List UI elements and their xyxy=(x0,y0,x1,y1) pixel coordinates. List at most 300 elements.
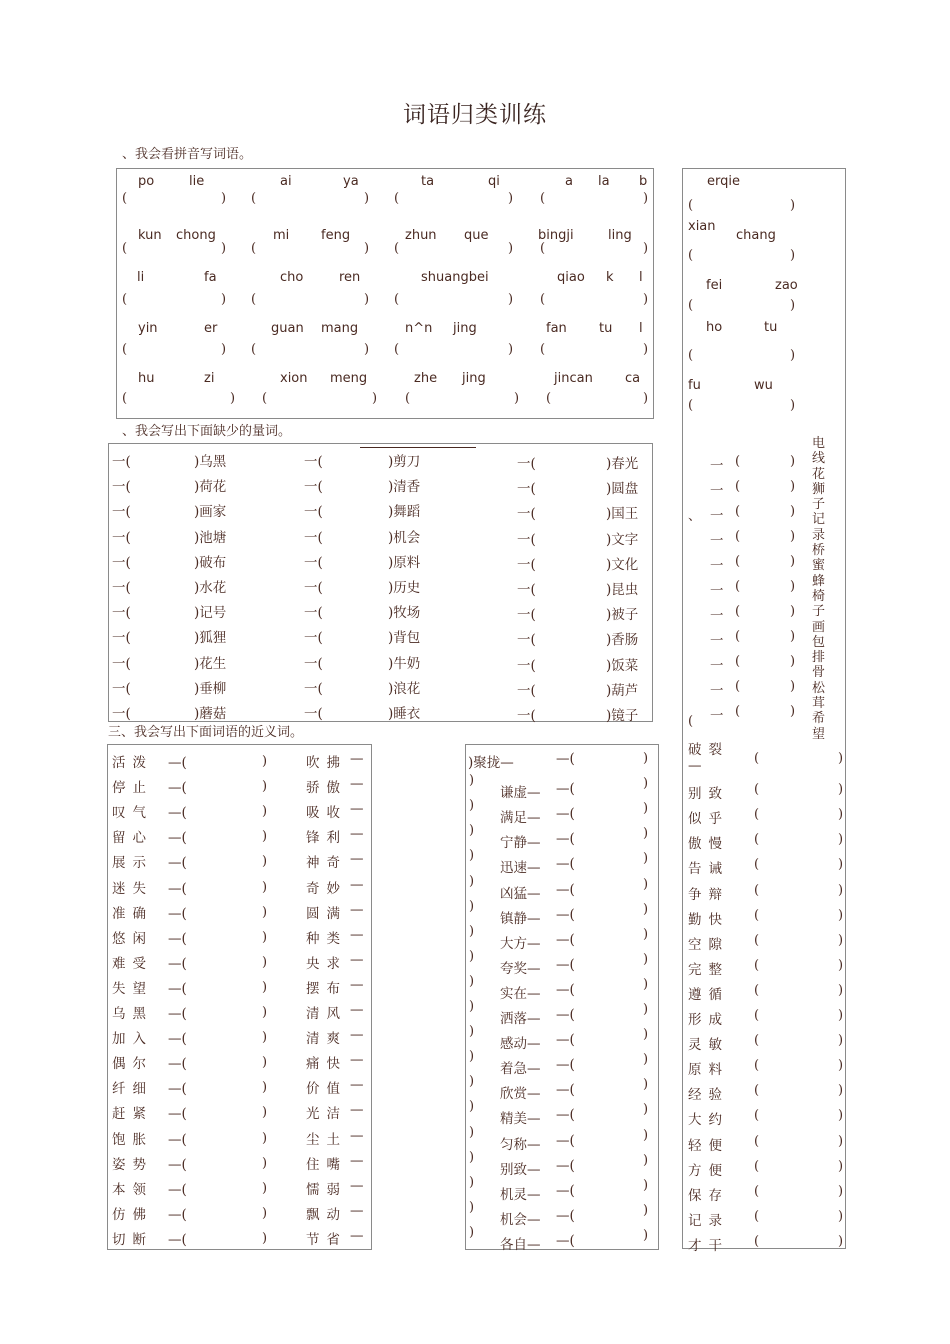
blank-bracket: ) xyxy=(262,929,268,945)
synonym-word: 骄傲 xyxy=(306,780,347,797)
blank-bracket: ) xyxy=(364,292,370,307)
pinyin-text: ling xyxy=(608,228,632,243)
pinyin-text: chong xyxy=(176,228,216,243)
blank-bracket: ( xyxy=(754,1008,760,1023)
synonym-blank: —( xyxy=(556,856,575,873)
blank-bracket: ) xyxy=(838,1233,844,1249)
blank-bracket: ) xyxy=(643,342,649,357)
blank-bracket: ( xyxy=(735,529,741,544)
synonym-blank: —( xyxy=(556,1057,575,1074)
synonym-word: 告诫 xyxy=(688,861,729,878)
measure-blank: 一( xyxy=(517,708,536,724)
measure-word: )牧场 xyxy=(388,605,421,622)
synonym-blank: —( xyxy=(168,1031,187,1048)
blank-bracket: ) xyxy=(643,1227,649,1243)
pinyin-text: kun xyxy=(138,228,162,243)
blank-bracket: ) xyxy=(838,907,844,923)
synonym-word: 摆布 xyxy=(306,980,347,997)
blank-bracket: ) xyxy=(469,1174,475,1190)
measure-blank: 一 xyxy=(710,658,724,674)
blank-bracket: ( xyxy=(546,391,552,406)
synonym-blank: —( xyxy=(168,1131,187,1148)
blank-bracket: ) xyxy=(790,479,796,494)
blank-bracket: ) xyxy=(364,191,370,206)
blank-bracket: ) xyxy=(262,1080,268,1096)
synonym-word: 痛快 xyxy=(306,1056,347,1073)
synonym-word: 感动— xyxy=(500,1036,541,1053)
blank-bracket: ) xyxy=(469,1024,475,1040)
synonym-word: 留心 xyxy=(112,830,153,847)
measure-word: )乌黑 xyxy=(194,454,227,470)
blank-bracket: ) xyxy=(469,823,475,839)
synonym-dash: — xyxy=(350,1127,364,1144)
pinyin-text: meng xyxy=(330,371,368,386)
blank-bracket: ( xyxy=(688,398,694,413)
measure-blank: 一( xyxy=(517,531,536,548)
blank-bracket: ( xyxy=(540,292,546,307)
measure-blank: 一( xyxy=(304,554,323,571)
synonym-blank: —( xyxy=(556,906,575,923)
blank-bracket: ) xyxy=(838,932,844,948)
blank-bracket: ) xyxy=(469,773,475,789)
measure-word: )背包 xyxy=(388,630,421,647)
blank-bracket: ) xyxy=(262,1180,268,1196)
synonym-dash: — xyxy=(350,1102,364,1119)
synonym-word: 傲慢 xyxy=(688,836,729,853)
measure-blank: 一( xyxy=(112,479,131,496)
blank-bracket: ) xyxy=(643,1002,649,1017)
synonym-blank: —( xyxy=(168,1231,187,1248)
blank-bracket: ) xyxy=(262,1105,268,1121)
synonym-word: 节省 xyxy=(306,1231,347,1248)
blank-bracket: ) xyxy=(262,1230,268,1246)
blank-bracket: ( xyxy=(251,241,257,256)
pinyin-text: k xyxy=(606,270,614,285)
measure-blank: 一( xyxy=(112,580,131,596)
blank-bracket: ) xyxy=(469,1099,475,1115)
blank-bracket: ) xyxy=(838,1133,844,1149)
pinyin-text: fei xyxy=(706,278,723,293)
measure-blank: 一( xyxy=(304,529,323,546)
synonym-word: 叹气 xyxy=(112,805,153,822)
synonym-word: 纤细 xyxy=(112,1081,153,1098)
blank-bracket: ) xyxy=(790,198,796,213)
blank-bracket: ) xyxy=(790,529,796,544)
synonym-blank: —( xyxy=(556,956,575,973)
measure-blank: 一 xyxy=(710,583,724,599)
synonym-dash: — xyxy=(350,926,364,943)
blank-bracket: ( xyxy=(735,504,741,519)
blank-bracket: ( xyxy=(754,1033,760,1049)
synonym-blank: —( xyxy=(556,1007,575,1023)
pinyin-text: l xyxy=(639,270,643,285)
measure-word: )昆虫 xyxy=(606,582,639,598)
blank-bracket: ) xyxy=(469,1124,475,1140)
blank-bracket: ( xyxy=(540,342,546,357)
measure-word: )记号 xyxy=(194,605,227,622)
pinyin-text: tu xyxy=(599,321,613,336)
measure-blank: 一( xyxy=(517,481,536,498)
blank-bracket: ( xyxy=(688,198,694,213)
blank-bracket: ) xyxy=(790,554,796,569)
measure-word: )剪刀 xyxy=(388,454,421,470)
blank-bracket: ) xyxy=(838,1008,844,1023)
page-title: 词语归类训练 xyxy=(403,102,547,128)
measure-blank: 一( xyxy=(304,655,323,672)
blank-bracket: ( xyxy=(394,292,400,307)
measure-word: )原料 xyxy=(388,554,421,571)
pinyin-text: zi xyxy=(204,371,215,386)
blank-bracket: ) xyxy=(790,704,796,719)
blank-bracket: ) xyxy=(838,1158,844,1174)
synonym-dash: — xyxy=(350,876,364,893)
pinyin-text: l xyxy=(639,321,643,336)
synonym-blank: —( xyxy=(168,1206,187,1223)
measure-blank: 一( xyxy=(517,657,536,674)
synonym-word: 赶紧 xyxy=(112,1106,153,1123)
blank-bracket: ) xyxy=(790,504,796,519)
synonym-word: 清风 xyxy=(306,1006,347,1022)
synonym-blank: —( xyxy=(556,831,575,848)
measure-blank: 一 xyxy=(710,508,724,524)
measure-word: )池塘 xyxy=(194,529,227,546)
blank-bracket: ) xyxy=(469,973,475,989)
synonym-blank: —( xyxy=(168,980,187,997)
synonym-word: 光洁 xyxy=(306,1106,347,1123)
synonym-word: 勤快 xyxy=(688,911,729,928)
measure-word: )牛奶 xyxy=(388,655,421,672)
synonym-blank: —( xyxy=(556,1157,575,1174)
measure-blank: 一( xyxy=(112,454,131,470)
synonym-blank: —( xyxy=(556,931,575,948)
measure-blank: 一( xyxy=(304,479,323,496)
measure-blank: 一( xyxy=(517,607,536,624)
pinyin-text: jincan xyxy=(554,371,593,386)
synonym-word: 吹拂 xyxy=(306,755,347,771)
measure-blank: 一( xyxy=(517,632,536,649)
pinyin-text: fu xyxy=(688,378,701,393)
measure-word: )破布 xyxy=(194,554,227,571)
blank-bracket: ) xyxy=(469,1199,475,1215)
blank-bracket: ( xyxy=(688,348,694,363)
synonym-dash: — xyxy=(350,1077,364,1094)
pinyin-text: tu xyxy=(764,320,778,335)
pinyin-text: zhe xyxy=(414,371,438,386)
blank-bracket: ) xyxy=(643,851,649,867)
blank-bracket: ( xyxy=(122,391,128,406)
blank-bracket: ) xyxy=(262,954,268,970)
blank-bracket: ) xyxy=(262,1005,268,1020)
section2-heading: 、我会写出下面缺少的量词。 xyxy=(122,424,292,439)
blank-bracket: ) xyxy=(643,751,649,766)
synonym-blank: —( xyxy=(168,805,187,822)
pinyin-text: ta xyxy=(421,174,435,189)
pinyin-text: mang xyxy=(321,321,359,336)
blank-bracket: ( xyxy=(688,714,694,729)
measure-blank: 一( xyxy=(304,580,323,596)
synonym-blank: —( xyxy=(556,1082,575,1099)
synonym-word: 记录 xyxy=(688,1212,729,1229)
synonym-word: 镇静— xyxy=(500,910,541,927)
measure-blank: 一( xyxy=(517,556,536,573)
measure-blank: 一 xyxy=(710,683,724,699)
synonym-word: 别致 xyxy=(688,786,729,803)
pinyin-text: jing xyxy=(462,371,486,386)
blank-bracket: ) xyxy=(469,1224,475,1240)
synonym-word: 夸奖— xyxy=(500,960,541,977)
blank-bracket: ) xyxy=(790,348,796,363)
blank-bracket: ) xyxy=(643,776,649,792)
punctuation: 、 xyxy=(688,509,702,524)
blank-bracket: ) xyxy=(643,801,649,817)
blank-bracket: ) xyxy=(262,1130,268,1146)
blank-bracket: ( xyxy=(754,857,760,873)
synonym-dash: — xyxy=(350,776,364,793)
blank-bracket: ) xyxy=(838,832,844,848)
blank-bracket: ) xyxy=(643,1102,649,1118)
synonym-dash: — xyxy=(688,758,702,774)
pinyin-text: ca xyxy=(625,371,641,386)
synonym-dash: — xyxy=(350,1027,364,1044)
synonym-dash: — xyxy=(350,801,364,818)
blank-bracket: ) xyxy=(469,948,475,964)
synonym-word: 灵敏 xyxy=(688,1037,729,1054)
pinyin-text: que xyxy=(464,228,489,243)
pinyin-text: la xyxy=(598,174,610,189)
blank-bracket: ) xyxy=(838,751,844,766)
blank-bracket: ) xyxy=(643,391,649,406)
blank-bracket: ) xyxy=(508,241,514,256)
measure-blank: 一 xyxy=(710,483,724,499)
blank-bracket: ) xyxy=(262,1055,268,1071)
synonym-word: 空隙 xyxy=(688,936,729,953)
blank-bracket: ( xyxy=(735,704,741,719)
blank-bracket: ) xyxy=(643,976,649,992)
blank-bracket: ) xyxy=(221,292,227,307)
blank-bracket: ( xyxy=(394,191,400,206)
blank-bracket: ( xyxy=(735,604,741,619)
measure-word: )荷花 xyxy=(194,479,227,496)
blank-bracket: ) xyxy=(643,926,649,942)
blank-bracket: ) xyxy=(469,1074,475,1090)
synonym-word: 才干 xyxy=(688,1237,729,1254)
synonym-blank: —( xyxy=(168,930,187,947)
blank-bracket: ) xyxy=(469,798,475,814)
synonym-word: 失望 xyxy=(112,980,153,997)
synonym-word: 满足— xyxy=(500,810,541,827)
blank-bracket: ) xyxy=(469,999,475,1014)
pinyin-text: ren xyxy=(339,270,361,285)
measure-word: )狐狸 xyxy=(194,630,227,647)
synonym-word: 加入 xyxy=(112,1031,153,1048)
blank-bracket: ) xyxy=(838,957,844,973)
synonym-word: 宁静— xyxy=(500,835,541,852)
synonym-blank: —( xyxy=(168,905,187,922)
blank-bracket: ) xyxy=(262,829,268,845)
synonym-blank: —( xyxy=(168,880,187,897)
pinyin-text: li xyxy=(137,270,145,285)
pinyin-text: ho xyxy=(706,320,723,335)
synonym-word: 原料 xyxy=(688,1062,729,1079)
pinyin-text: er xyxy=(204,321,218,336)
blank-bracket: ( xyxy=(754,1133,760,1149)
synonym-word: 难受 xyxy=(112,955,153,972)
synonym-word: 准确 xyxy=(112,905,153,922)
measure-blank: 一 xyxy=(710,533,724,549)
synonym-word: 洒落— xyxy=(500,1011,541,1027)
blank-bracket: ) xyxy=(838,857,844,873)
blank-bracket: ( xyxy=(754,882,760,898)
measure-word-box xyxy=(108,443,653,722)
synonym-dash: — xyxy=(350,1202,364,1219)
blank-bracket: ( xyxy=(754,1058,760,1074)
synonym-dash: — xyxy=(350,951,364,968)
measure-word: )文化 xyxy=(606,556,639,573)
blank-bracket: ( xyxy=(754,782,760,798)
synonym-blank: —( xyxy=(556,981,575,998)
measure-word: )画家 xyxy=(194,504,227,521)
pinyin-text: mi xyxy=(273,228,290,243)
blank-bracket: ) xyxy=(469,923,475,939)
synonym-word: 凶猛— xyxy=(500,885,541,902)
measure-word: )睡衣 xyxy=(388,706,421,722)
blank-bracket: ( xyxy=(540,241,546,256)
measure-word: )春光 xyxy=(606,456,639,472)
blank-bracket: ( xyxy=(754,1108,760,1124)
synonym-blank: —( xyxy=(556,781,575,798)
synonym-blank: —( xyxy=(168,855,187,872)
blank-bracket: ( xyxy=(754,932,760,948)
measure-blank: 一( xyxy=(304,680,323,697)
pinyin-text: shuangbei xyxy=(421,270,489,285)
blank-bracket: ( xyxy=(754,1183,760,1199)
synonym-dash: — xyxy=(350,751,364,767)
pinyin-text: po xyxy=(138,174,155,189)
synonym-word: 懦弱 xyxy=(306,1181,347,1198)
synonym-word: 种类 xyxy=(306,930,347,947)
synonym-dash: — xyxy=(350,976,364,993)
synonym-word: 清爽 xyxy=(306,1031,347,1048)
blank-bracket: ( xyxy=(251,342,257,357)
measure-blank: 一( xyxy=(112,554,131,571)
measure-word: )被子 xyxy=(606,607,639,624)
synonym-blank: —( xyxy=(556,881,575,898)
synonym-word: 神奇 xyxy=(306,855,347,872)
synonym-word: 经验 xyxy=(688,1087,729,1104)
blank-bracket: ( xyxy=(735,654,741,669)
blank-bracket: ) xyxy=(469,848,475,864)
measure-blank: 一( xyxy=(517,456,536,472)
blank-bracket: ( xyxy=(754,832,760,848)
blank-bracket: ) xyxy=(790,398,796,413)
synonym-word: 匀称— xyxy=(500,1136,541,1153)
synonym-word: 悠闲 xyxy=(112,930,153,947)
synonym-word: 迷失 xyxy=(112,880,153,897)
synonym-word: 饱胀 xyxy=(112,1131,153,1148)
measure-blank: 一( xyxy=(112,529,131,546)
synonym-word: 谦虚— xyxy=(500,785,541,802)
blank-bracket: ) xyxy=(838,1183,844,1199)
measure-word: )国王 xyxy=(606,506,639,523)
blank-bracket: ) xyxy=(790,248,796,263)
synonym-word: 精美— xyxy=(500,1111,541,1128)
synonym-dash: — xyxy=(350,826,364,843)
blank-bracket: ) xyxy=(790,454,796,469)
blank-bracket: ( xyxy=(754,1208,760,1224)
synonym-word: 迅速— xyxy=(500,860,541,877)
pinyin-text: lie xyxy=(189,174,205,189)
blank-bracket: ) xyxy=(508,342,514,357)
synonym-word: 价值 xyxy=(306,1081,347,1098)
measure-word: )水花 xyxy=(194,580,227,596)
blank-bracket: ) xyxy=(643,241,649,256)
blank-bracket: ( xyxy=(688,248,694,263)
pinyin-text: ya xyxy=(343,174,359,189)
blank-bracket: ) xyxy=(643,901,649,917)
blank-bracket: ( xyxy=(735,629,741,644)
blank-bracket: ) xyxy=(262,904,268,920)
blank-bracket: ) xyxy=(838,1208,844,1224)
blank-bracket: ) xyxy=(508,191,514,206)
blank-bracket: ) xyxy=(262,754,268,769)
blank-bracket: ) xyxy=(508,292,514,307)
synonym-word: 圆满 xyxy=(306,905,347,922)
blank-bracket: ) xyxy=(790,679,796,694)
blank-bracket: ) xyxy=(469,1149,475,1165)
measure-word: )饭菜 xyxy=(606,657,639,674)
blank-bracket: ) xyxy=(469,873,475,889)
blank-bracket: ) xyxy=(514,391,520,406)
synonym-word: 乌黑 xyxy=(112,1006,153,1022)
synonym-blank: —( xyxy=(168,1056,187,1073)
blank-bracket: ) xyxy=(221,342,227,357)
synonym-word: 飘动 xyxy=(306,1206,347,1223)
blank-bracket: ) xyxy=(643,826,649,842)
pinyin-text: jing xyxy=(453,321,477,336)
synonym-blank: —( xyxy=(168,830,187,847)
measure-word: )蘑菇 xyxy=(194,706,227,722)
pinyin-text: yin xyxy=(138,321,158,336)
measure-word: )葫芦 xyxy=(606,682,639,699)
measure-blank: 一( xyxy=(517,682,536,699)
measure-blank: 一( xyxy=(517,506,536,523)
blank-bracket: ( xyxy=(394,342,400,357)
blank-bracket: ) xyxy=(262,779,268,795)
synonym-word: 实在— xyxy=(500,985,541,1002)
synonym-word: 尘土 xyxy=(306,1131,347,1148)
blank-bracket: ( xyxy=(262,391,268,406)
synonym-word: 遵循 xyxy=(688,986,729,1003)
measure-blank: 一( xyxy=(304,504,323,521)
synonym-blank: —( xyxy=(168,755,187,771)
synonym-word: 展示 xyxy=(112,855,153,872)
blank-bracket: ) xyxy=(643,1052,649,1068)
pinyin-text: hu xyxy=(138,371,155,386)
blank-bracket: ) xyxy=(469,1049,475,1065)
blank-bracket: ( xyxy=(122,342,128,357)
synonym-blank: —( xyxy=(556,1107,575,1124)
pinyin-text: cho xyxy=(280,270,304,285)
synonym-word: 形成 xyxy=(688,1012,729,1028)
measure-blank: 一 xyxy=(710,458,724,474)
synonym-blank: —( xyxy=(556,1232,575,1249)
synonym-word: 争辩 xyxy=(688,886,729,903)
blank-bracket: ( xyxy=(394,241,400,256)
blank-bracket: ) xyxy=(643,1202,649,1218)
synonym-word: 各自— xyxy=(500,1236,541,1253)
synonym-word: 别致— xyxy=(500,1161,541,1178)
measure-blank: 一( xyxy=(112,630,131,647)
